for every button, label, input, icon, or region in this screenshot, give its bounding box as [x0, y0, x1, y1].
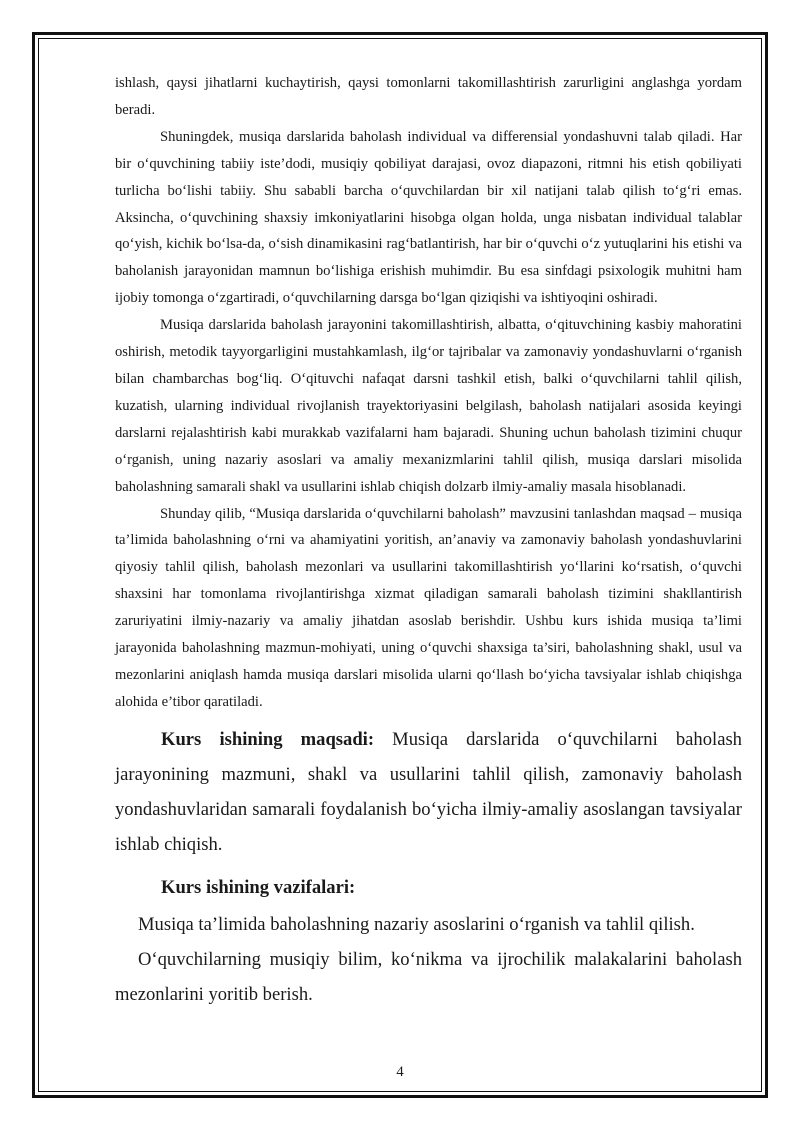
task-item: O‘quvchilarning musiqiy bilim, ko‘nikma va ijrochilik malakalarini baholash mezonlarini yoritib berish.	[115, 948, 742, 1005]
goal-paragraph	[115, 722, 742, 862]
page-number: 4	[396, 1064, 404, 1080]
paragraph-topic-purpose: Shunday qilib, “Musiqa darslarida o‘quvchilarni baholash” mavzusini tanlashdan maqsad – musiqa ta’limida baholashning o‘rni va ahamiyatini yoritish, an’anaviy va zamonaviy baholash yondashuvlarini qiyosiy tahlil qilish, baholash mezonlari va usullarini takomillashtirish yo‘llarini ko‘rsatish, o‘quvchi shaxsini har tomonlama rivojlantirishga xizmat qiladigan samarali baholash tizimini shakllantirish zaruriyatini ilmiy-nazariy va amaliy jihatdan asoslab berishdir. Ushbu kurs ishida musiqa ta’limi jarayonida baholashning mazmun-mohiyati, uning o‘quvchi shaxsiga ta’siri, baholashning shakl, usul va mezonlarini aniqlash hamda musiqa darslari misolida ularni qo‘llash bo‘yicha tavsiyalar ishlab chiqishga alohida e’tibor qaratiladi.	[115, 505, 742, 710]
paragraph-continuation: ishlash, qaysi jihatlarni kuchaytirish, qaysi tomonlarni takomillashtirish zarurligini anglashga yordam beradi.	[115, 75, 742, 118]
goals-section	[115, 722, 742, 1012]
goal-heading: Kurs ishining maqsadi:	[161, 728, 375, 750]
page-content	[115, 70, 742, 1012]
task-item: Musiqa ta’limida baholashning nazariy asoslarini o‘rganish va tahlil qilish.	[138, 913, 695, 935]
goal-text: Musiqa darslarida o‘quvchilarni baholash jarayonining mazmuni, shakl va usullarini tahlil qilish, zamonaviy baholash yondashuvlaridan samarali foydalanish bo‘yicha ilmiy-amaliy asoslangan tavsiyalar ishlab chiqish.	[115, 728, 742, 855]
paragraph-individual-approach: Shuningdek, musiqa darslarida baholash individual va differensial yondashuvni talab qiladi. Har bir o‘quvchining tabiiy iste’dodi, musiqiy qobiliyat darajasi, ovoz diapazoni, ritmni his etish qobiliyati turlicha bo‘lishi tabiiy. Shu sababli barcha o‘quvchilardan bir xil natijani talab qilish to‘g‘ri emas. Aksincha, o‘quvchining shaxsiy imkoniyatlarini hisobga olgan holda, unga nisbatan individual talablar qo‘yish, kichik bo‘lsa-da, o‘sish dinamikasini rag‘batlantirish, har bir o‘quvchi o‘z yutuqlarini his etishi va baholanish jarayonidan mamnun bo‘lishiga erishish muhimdir. Bu esa sinfdagi psixologik muhitni ham ijobiy tomonga o‘zgartiradi, o‘quvchilarning darsga bo‘lgan qiziqishi va ishtiyoqini oshiradi.	[115, 128, 742, 307]
tasks-heading: Kurs ishining vazifalari:	[161, 876, 356, 898]
paragraph-teacher-skills: Musiqa darslarida baholash jarayonini takomillashtirish, albatta, o‘qituvchining kasbiy mahoratini oshirish, metodik tayyorgarligini mustahkamlash, ilg‘or tajribalar va zamonaviy yondashuvlarni o‘rganish bilan chambarchas bog‘liq. O‘qituvchi nafaqat darsni tashkil etish, balki o‘quvchilarni tahlil qilish, kuzatish, ularning individual rivojlanish trayektoriyasini belgilash, baholash natijalari asosida keyingi darslarni rejalashtirish kabi murakkab vazifalarni ham bajaradi. Shuning uchun baholash tizimini chuqur o‘rganish, uning nazariy asoslari va amaliy mexanizmlarini tahlil qilish, musiqa darslari misolida baholashning samarali shakl va usullarini ishlab chiqish dolzarb ilmiy-amaliy masala hisoblanadi.	[115, 317, 742, 495]
body-text	[115, 70, 742, 716]
